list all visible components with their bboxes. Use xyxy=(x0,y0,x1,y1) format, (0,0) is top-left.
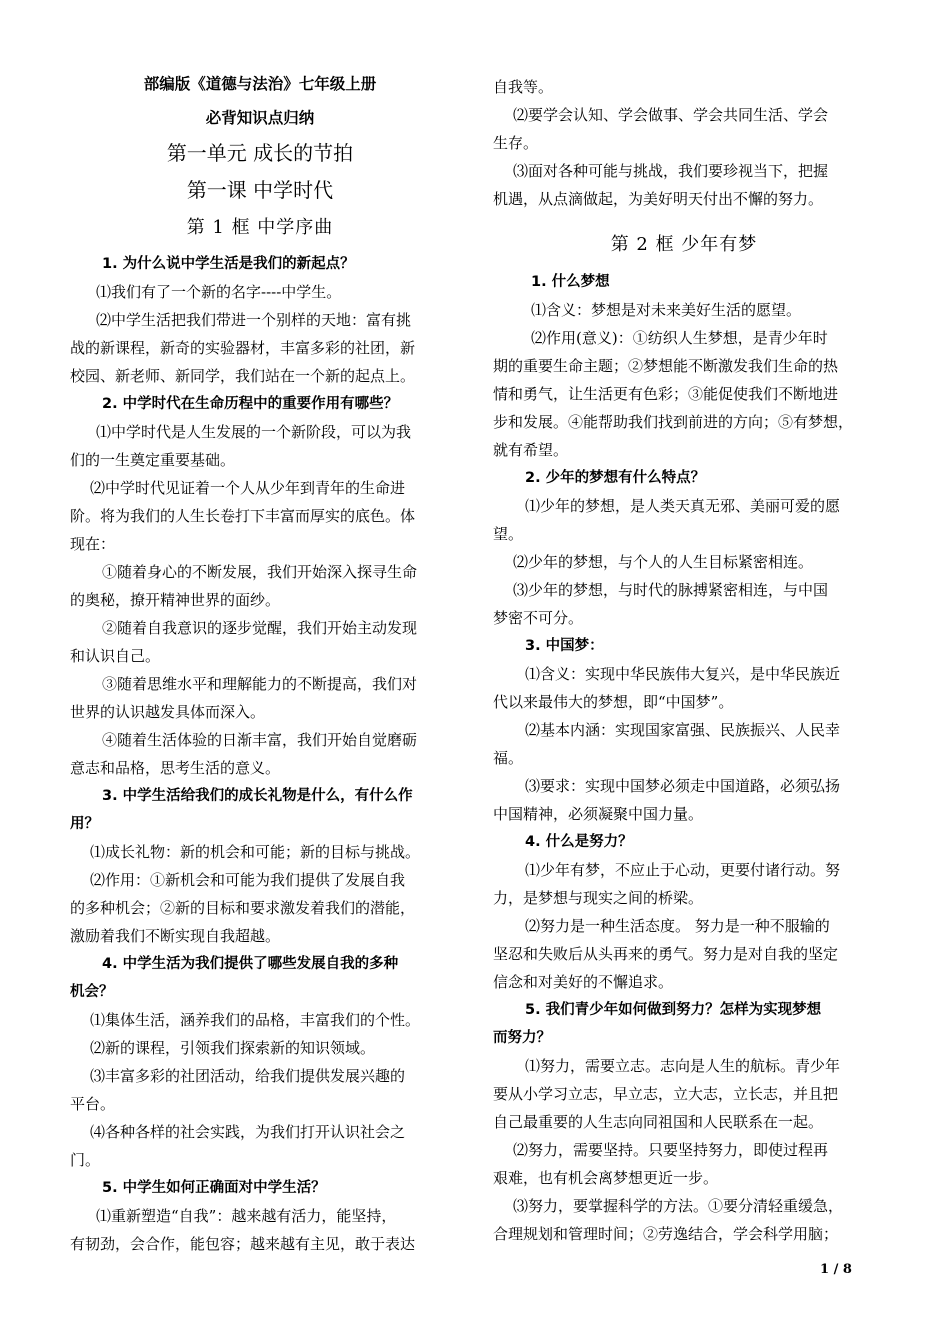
left-heading-2: 第一单元 成长的节拍 xyxy=(166,141,354,165)
left-text-line-20: ③随着思维水平和理解能力的不断提高，我们对 xyxy=(102,675,418,693)
left-text-line-13: ⑵中学时代见证着一个人从少年到青年的生命进 xyxy=(90,479,406,497)
right-text-line-14: ⑴少年的梦想，是人类天真无邪、美丽可爱的愿 xyxy=(525,497,841,515)
left-heading-3: 第一课 中学时代 xyxy=(186,178,334,202)
right-text-line-18: 梦密不可分。 xyxy=(493,609,584,627)
left-text-line-19: 和认识自己。 xyxy=(70,647,161,665)
left-text-line-36: ⑷各种各样的社会实践，为我们打开认识社会之 xyxy=(90,1123,406,1141)
left-question-line-30: 4. 中学生活为我们提供了哪些发展自我的多种 xyxy=(102,956,399,972)
right-text-line-38: 艰难，也有机会离梦想更近一步。 xyxy=(493,1169,719,1187)
right-text-line-0: 自我等。 xyxy=(493,78,554,96)
right-text-line-10: 情和勇气，让生活更有色彩；③能促使我们不断地进 xyxy=(493,385,839,403)
left-question-line-31: 机会？ xyxy=(70,984,114,1000)
left-heading-1: 必背知识点归纳 xyxy=(205,109,315,127)
left-text-line-40: 有韧劲，会合作，能包容；越来越有主见，敢于表达 xyxy=(70,1235,416,1253)
right-text-line-17: ⑶少年的梦想，与时代的脉搏紧密相连，与中国 xyxy=(513,581,829,599)
right-text-line-34: ⑴努力，需要立志。志向是人生的航标。青少年 xyxy=(525,1057,841,1075)
left-question-line-24: 3. 中学生活给我们的成长礼物是什么，有什么作 xyxy=(102,788,413,804)
right-text-line-37: ⑵努力，需要坚持。只要坚持努力，即使过程再 xyxy=(513,1141,829,1159)
right-question-line-6: 1. 什么梦想 xyxy=(531,274,610,290)
left-text-line-34: ⑶丰富多彩的社团活动，给我们提供发展兴趣的 xyxy=(90,1067,406,1085)
right-text-line-35: 要从小学习立志，早立志，立大志，立长志，并且把 xyxy=(493,1085,839,1103)
left-text-line-27: ⑵作用：①新机会和可能为我们提供了发展自我 xyxy=(90,871,406,889)
right-question-line-33: 而努力？ xyxy=(493,1030,551,1046)
left-text-line-22: ④随着生活体验的日渐丰富，我们开始自觉磨砺 xyxy=(102,731,418,749)
left-text-line-35: 平台。 xyxy=(70,1095,116,1113)
left-text-line-7: ⑵中学生活把我们带进一个别样的天地：富有挑 xyxy=(96,311,412,329)
left-heading-4: 第 1 框 中学序曲 xyxy=(186,217,334,238)
left-text-line-12: 们的一生奠定重要基础。 xyxy=(70,451,236,469)
left-text-line-11: ⑴中学时代是人生发展的一个新阶段，可以为我 xyxy=(96,423,412,441)
right-text-line-24: ⑶要求：实现中国梦必须走中国道路，必须弘扬 xyxy=(525,777,841,795)
left-question-line-5: 1. 为什么说中学生活是我们的新起点？ xyxy=(102,256,355,272)
right-text-line-21: 代以来最伟大的梦想，即“中国梦”。 xyxy=(493,693,734,711)
left-text-line-37: 门。 xyxy=(70,1151,101,1169)
right-text-line-31: 信念和对美好的不懈追求。 xyxy=(493,973,674,991)
left-question-line-25: 用？ xyxy=(70,816,99,832)
left-text-line-29: 激励着我们不断实现自我超越。 xyxy=(70,927,281,945)
left-text-line-32: ⑴集体生活，涵养我们的品格，丰富我们的个性。 xyxy=(90,1011,421,1029)
right-text-line-30: 坚忍和失败后从头再来的勇气。努力是对自我的坚定 xyxy=(493,945,839,963)
right-question-line-26: 4. 什么是努力？ xyxy=(525,834,633,850)
left-text-line-6: ⑴我们有了一个新的名字----中学生。 xyxy=(96,283,342,301)
left-text-line-17: 的奥秘，撩开精神世界的面纱。 xyxy=(70,591,281,609)
left-text-line-16: ①随着身心的不断发展，我们开始深入探寻生命 xyxy=(102,563,418,581)
left-text-line-15: 现在： xyxy=(70,535,116,553)
left-text-line-33: ⑵新的课程，引领我们探索新的知识领域。 xyxy=(90,1039,376,1057)
right-text-line-2: 生存。 xyxy=(493,134,539,152)
right-heading-5: 第 2 框 少年有梦 xyxy=(610,234,758,255)
left-text-line-14: 阶。将为我们的人生长卷打下丰富而厚实的底色。体 xyxy=(70,507,416,525)
left-text-line-26: ⑴成长礼物：新的机会和可能；新的目标与挑战。 xyxy=(90,843,421,861)
right-text-line-7: ⑴含义：梦想是对未来美好生活的愿望。 xyxy=(531,301,802,319)
right-text-line-29: ⑵努力是一种生活态度。 努力是一种不服输的 xyxy=(525,917,830,935)
right-text-line-20: ⑴含义：实现中华民族伟大复兴，是中华民族近 xyxy=(525,665,841,683)
left-text-line-39: ⑴重新塑造“自我”：越来越有活力，能坚持， xyxy=(96,1207,397,1225)
right-text-line-39: ⑶努力，要掌握科学的方法。①要分清轻重缓急， xyxy=(513,1197,844,1215)
left-text-line-9: 校园、新老师、新同学，我们站在一个新的起点上。 xyxy=(70,367,416,385)
right-text-line-15: 望。 xyxy=(493,525,524,543)
left-text-line-8: 战的新课程，新奇的实验器材，丰富多彩的社团，新 xyxy=(70,339,416,357)
page-number: 1 / 8 xyxy=(820,1262,852,1277)
right-text-line-25: 中国精神，必须凝聚中国力量。 xyxy=(493,805,704,823)
left-text-line-18: ②随着自我意识的逐步觉醒，我们开始主动发现 xyxy=(102,619,418,637)
left-heading-0: 部编版《道德与法治》七年级上册 xyxy=(143,75,377,93)
right-text-line-27: ⑴少年有梦，不应止于心动，更要付诸行动。努 xyxy=(525,861,841,879)
right-text-line-40: 合理规划和管理时间；②劳逸结合，学会科学用脑； xyxy=(493,1225,839,1243)
right-text-line-12: 就有希望。 xyxy=(493,441,569,459)
right-text-line-1: ⑵要学会认知、学会做事、学会共同生活、学会 xyxy=(513,106,829,124)
left-text-line-28: 的多种机会；②新的目标和要求激发着我们的潜能， xyxy=(70,899,416,917)
right-text-line-11: 步和发展。④能帮助我们找到前进的方向；⑤有梦想， xyxy=(493,413,854,431)
right-text-line-9: 期的重要生命主题；②梦想能不断激发我们生命的热 xyxy=(493,357,839,375)
right-text-line-4: 机遇，从点滴做起，为美好明天付出不懈的努力。 xyxy=(493,190,824,208)
right-text-line-22: ⑵基本内涵：实现国家富强、民族振兴、人民幸 xyxy=(525,721,841,739)
right-text-line-36: 自己最重要的人生志向同祖国和人民联系在一起。 xyxy=(493,1113,824,1131)
right-text-line-3: ⑶面对各种可能与挑战，我们要珍视当下，把握 xyxy=(513,162,829,180)
right-question-line-13: 2. 少年的梦想有什么特点？ xyxy=(525,470,706,486)
right-text-line-28: 力，是梦想与现实之间的桥梁。 xyxy=(493,889,704,907)
right-text-line-8: ⑵作用(意义)：①纺织人生梦想，是青少年时 xyxy=(531,329,828,347)
left-question-line-38: 5. 中学生如何正确面对中学生活？ xyxy=(102,1180,326,1196)
left-text-line-23: 意志和品格，思考生活的意义。 xyxy=(70,759,281,777)
right-question-line-19: 3. 中国梦： xyxy=(525,638,604,654)
right-text-line-16: ⑵少年的梦想，与个人的人生目标紧密相连。 xyxy=(513,553,814,571)
right-text-line-23: 福。 xyxy=(493,749,524,767)
left-text-line-21: 世界的认识越发具体而深入。 xyxy=(70,703,266,721)
left-question-line-10: 2. 中学时代在生命历程中的重要作用有哪些？ xyxy=(102,396,399,412)
right-question-line-32: 5. 我们青少年如何做到努力？怎样为实现梦想 xyxy=(525,1002,822,1018)
